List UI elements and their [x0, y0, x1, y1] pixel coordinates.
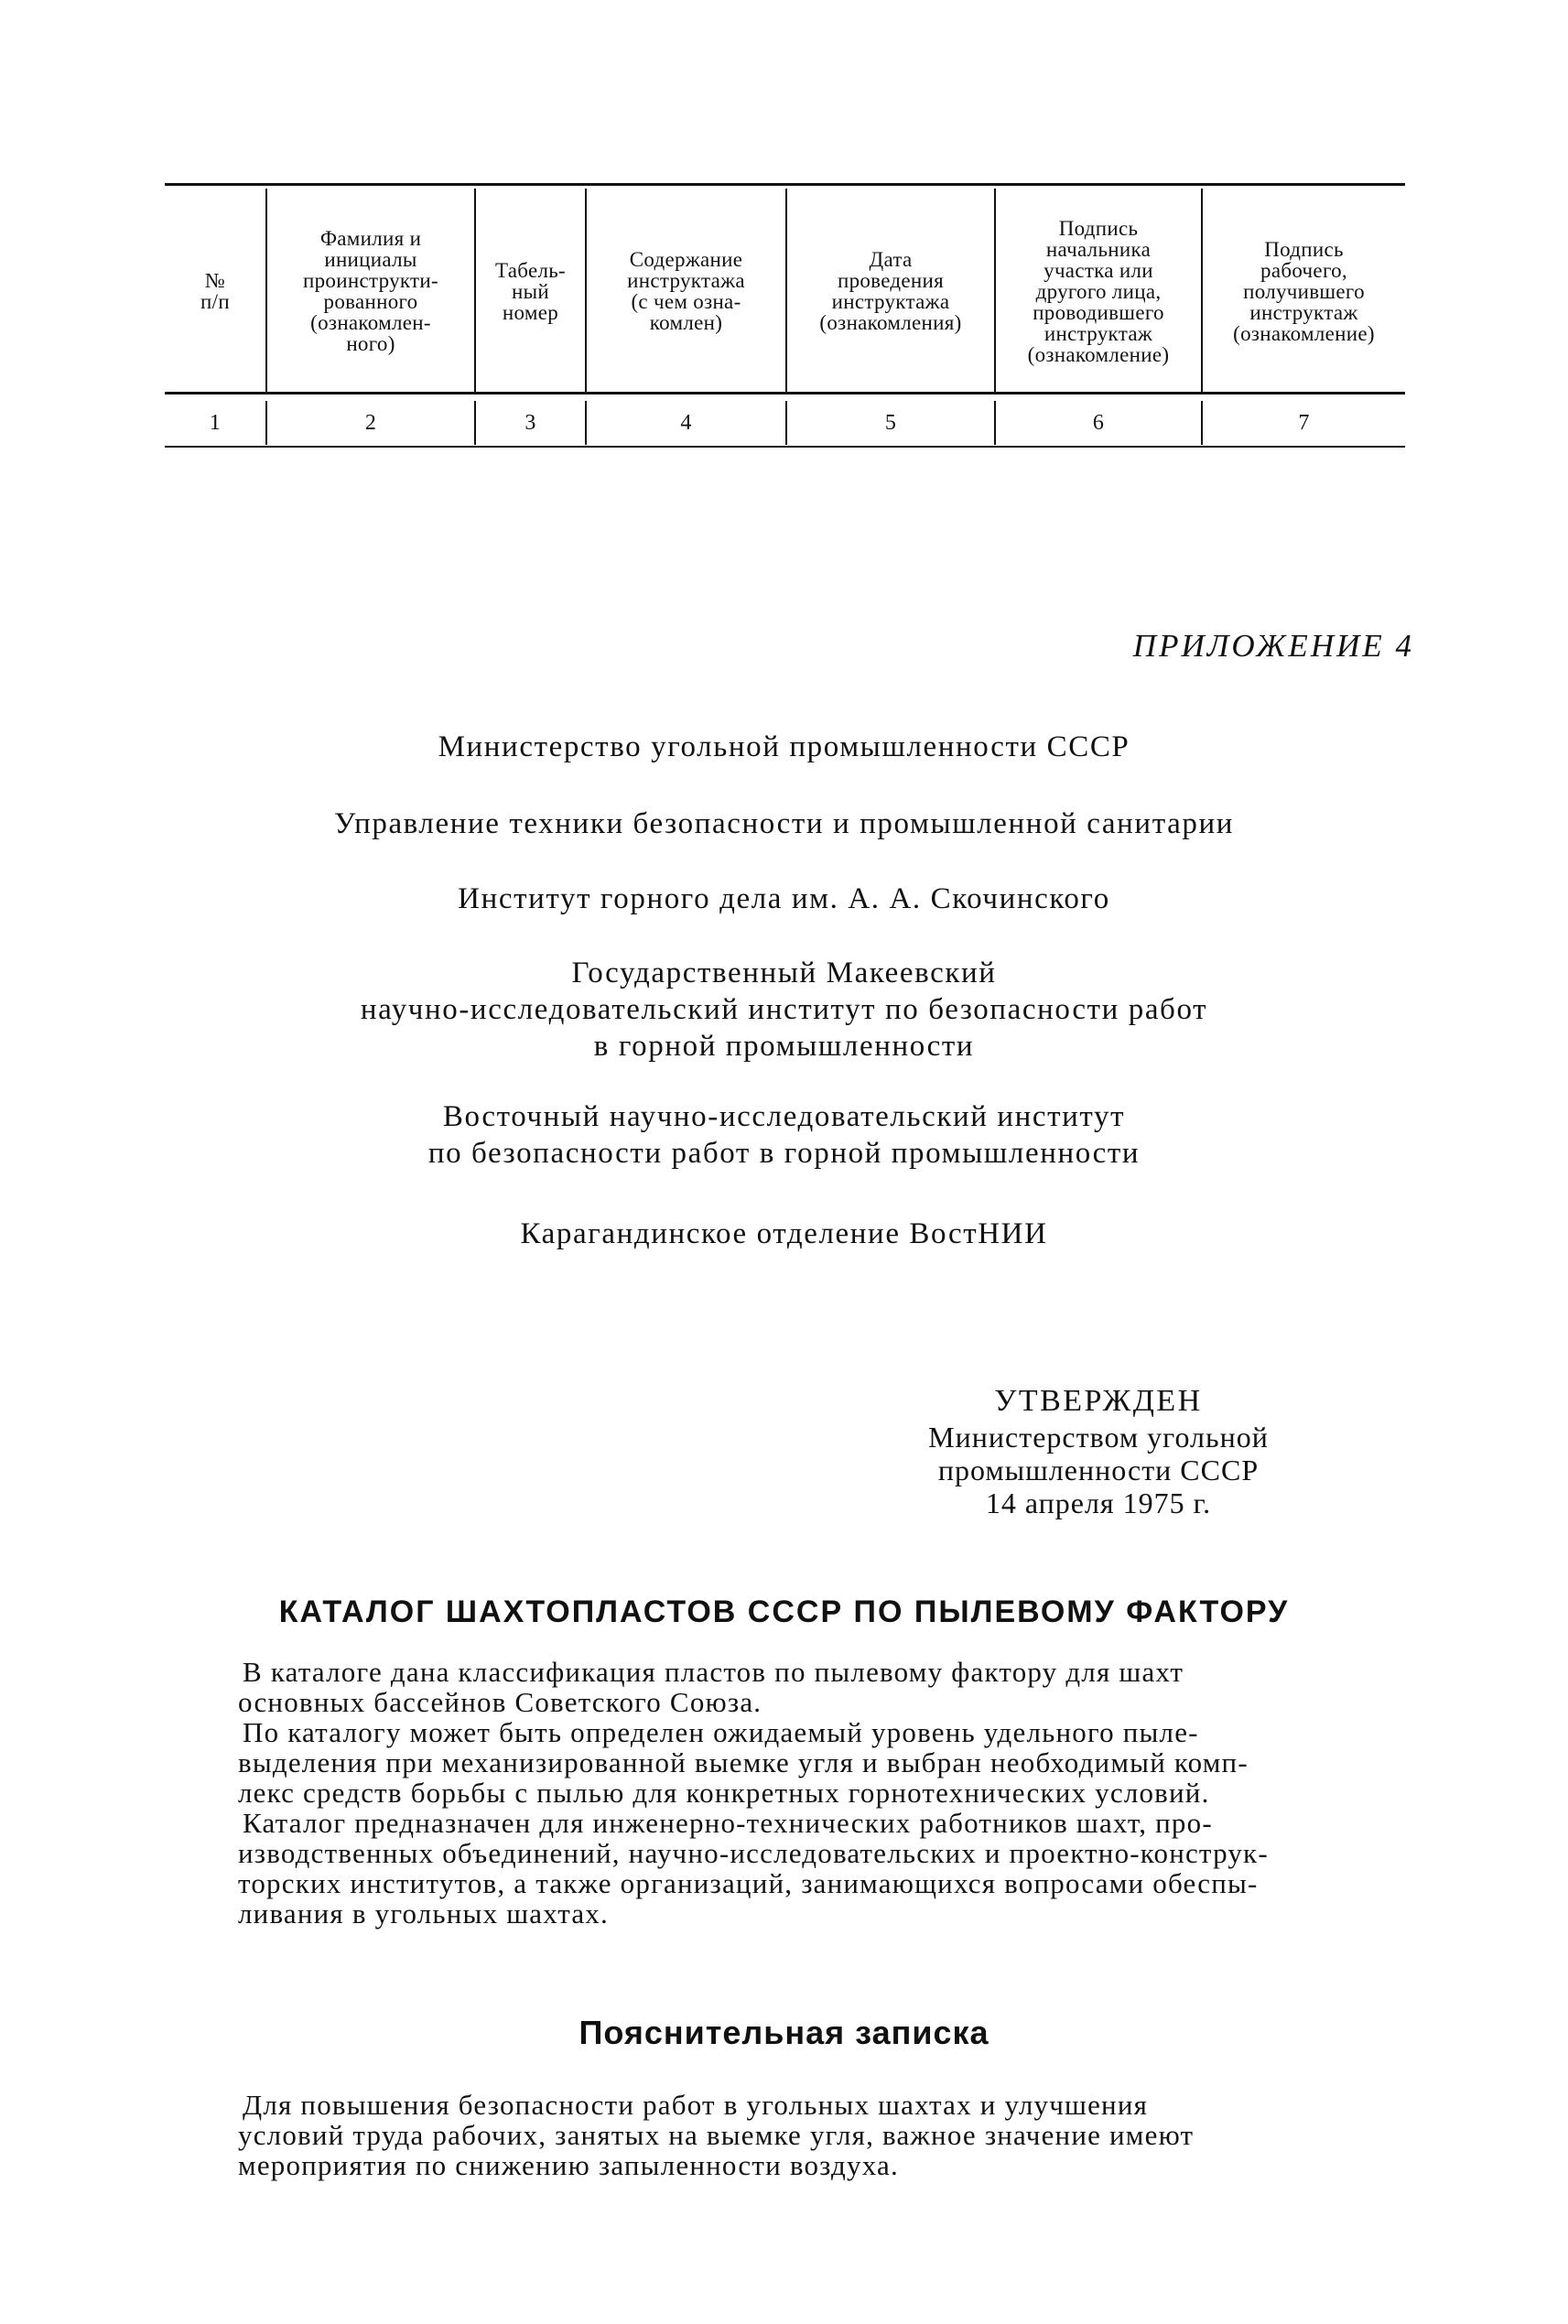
org-karaganda-branch: Карагандинское отделение ВостНИИ [520, 1217, 1048, 1250]
explanatory-note-title: Пояснительная записка [579, 2014, 989, 2051]
table-top-rule [165, 183, 1405, 186]
approval-date: 14 апреля 1975 г. [985, 1486, 1212, 1519]
header-cell-worker-signature: Подпись рабочего, получившего инструктаж (ознакомление) [1201, 189, 1405, 392]
note-paragraph: Для повышения безопасности работ в угольных шахтах и улучшения условий труда рабочих, занятых на выемке угля, важное значение имеют мероприятия по снижению запыленности воздуха. [238, 2089, 1195, 2181]
header-cell-tab-number: Табель- ный номер [474, 189, 585, 392]
table-bottom-rule [165, 446, 1405, 448]
catalog-title: КАТАЛОГ ШАХТОПЛАСТОВ СССР ПО ПЫЛЕВОМУ ФАКТОРУ [278, 1594, 1290, 1629]
org-eastern-institute: Восточный научно-исследовательский институт по безопасности работ в горной промышленности [427, 1100, 1141, 1170]
catalog-paragraph: В каталоге дана классификация пластов по пылевому фактору для шахт основных бассейнов Советского Союза. [238, 1656, 1184, 1718]
catalog-paragraph: По каталогу может быть определен ожидаемый уровень удельного пыле- выделения при механизированной выемке угля и выбран необходимый комп- лекс средств борьбы с пылью для конкретных горнотехнических условий. [238, 1716, 1249, 1809]
header-cell-content: Содержание инструктажа (с чем озна- комлен) [585, 189, 785, 392]
approval-title: УТВЕРЖДЕН [994, 1384, 1203, 1418]
approval-line: Министерством угольной [928, 1421, 1269, 1454]
column-number-cell: 1 [209, 410, 222, 435]
header-cell-number: № п/п [200, 269, 230, 313]
approval-line: промышленности СССР [937, 1454, 1260, 1486]
header-cell-date: Дата проведения инструктажа (ознакомления) [785, 189, 994, 392]
header-cell-supervisor-signature: Подпись начальника участка или другого лица, проводившего инструктаж (ознакомление) [994, 189, 1201, 392]
table-header-rule [165, 392, 1405, 395]
column-number-cell: 4 [585, 401, 785, 445]
column-number-cell: 7 [1201, 401, 1405, 445]
column-number-cell: 5 [785, 401, 994, 445]
org-makeevka-institute: Государственный Макеевский научно-исследовательский институт по безопасности работ в горной промышленности [360, 957, 1208, 1063]
org-safety-department: Управление техники безопасности и промышленной санитарии [334, 807, 1234, 840]
table-header-row [165, 189, 1405, 392]
catalog-paragraph: Каталог предназначен для инженерно-технических работников шахт, про- изводственных объединений, научно-исследовательских и проектно-конструк- торских институтов, а также организаций, занимающихся вопросами обеспы- ливания в угольных шахтах. [238, 1807, 1269, 1929]
column-number-cell: 3 [474, 401, 585, 445]
org-ministry: Министерство угольной промышленности СССР [438, 730, 1130, 763]
table-column-numbers-row [165, 401, 1405, 445]
org-skochinsky-institute: Институт горного дела им. А. А. Скочинского [458, 882, 1110, 915]
header-cell-name: Фамилия и инициалы проинструкти- рованного (ознакомлен- ного) [265, 189, 474, 392]
column-number-cell: 6 [994, 401, 1201, 445]
appendix-label: ПРИЛОЖЕНИЕ 4 [1132, 628, 1414, 664]
approval-block [897, 1382, 1300, 1519]
column-number-cell: 2 [265, 401, 474, 445]
